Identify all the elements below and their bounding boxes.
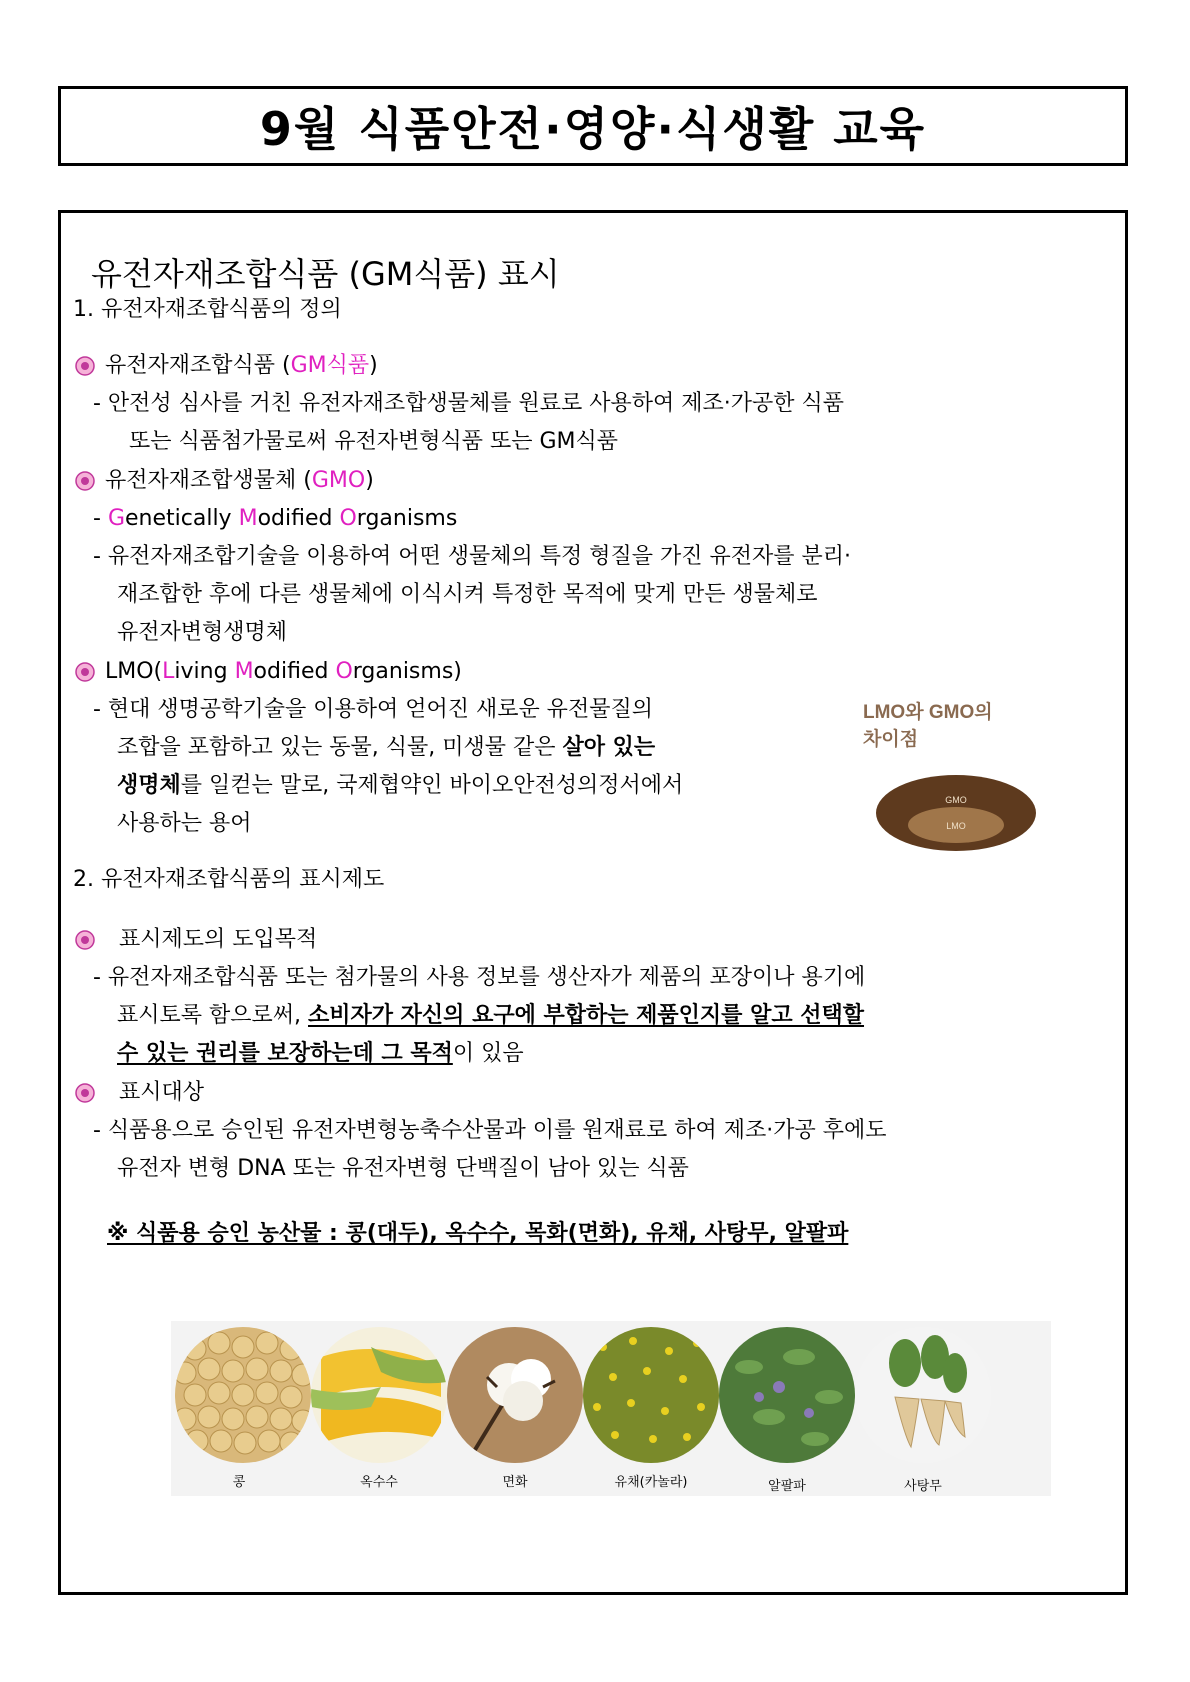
lmo-gmo-diagram xyxy=(861,693,1061,863)
canola-icon xyxy=(583,1327,719,1463)
target-label: 표시대상 xyxy=(119,1080,205,1105)
approved-crops-note: ※ 식품용 승인 농산물 : 콩(대두), 옥수수, 목화(면화), 유채, 사탕무, 알팔파 xyxy=(107,1221,849,1246)
content-box xyxy=(58,210,1128,1595)
section-1-heading: 1. 유전자재조합식품의 정의 xyxy=(73,297,342,322)
gmo-desc-2: 재조합한 후에 다른 생물체에 이식시켜 특정한 목적에 맞게 만든 생물체로 xyxy=(117,582,818,607)
purpose-label: 표시제도의 도입목적 xyxy=(119,927,318,952)
diagram-title-line-1: LMO와 GMO의 xyxy=(863,702,993,723)
lmo-desc-2: 조합을 포함하고 있는 동물, 식물, 미생물 같은 살아 있는 xyxy=(117,735,656,760)
lmo-label: LMO(Living Modified Organisms) xyxy=(105,659,462,684)
bullet-icon xyxy=(75,662,95,682)
target-desc-1: - 식품용으로 승인된 유전자변형농축수산물과 이를 원재료로 하여 제조·가공 후에도 xyxy=(93,1118,887,1143)
bullet-icon xyxy=(75,1083,95,1103)
lmo-desc-1: - 현대 생명공학기술을 이용하여 얻어진 새로운 유전물질의 xyxy=(93,697,653,722)
crop-label: 콩 xyxy=(232,1475,246,1490)
purpose-desc-2: 표시토록 함으로써, 소비자가 자신의 요구에 부합하는 제품인지를 알고 선택할 xyxy=(117,1003,865,1028)
section-title: 유전자재조합식품 (GM식품) 표시 xyxy=(91,255,560,293)
gmo-label: 유전자재조합생물체 (GMO) xyxy=(105,468,374,493)
diagram-outer-label: GMO xyxy=(945,795,967,805)
crop-label: 사탕무 xyxy=(904,1479,942,1494)
crop-label: 면화 xyxy=(502,1475,528,1490)
target-desc-2: 유전자 변형 DNA 또는 유전자변형 단백질이 남아 있는 식품 xyxy=(117,1156,689,1181)
crops-image-strip xyxy=(171,1321,1051,1496)
purpose-desc-3: 수 있는 권리를 보장하는데 그 목적이 있음 xyxy=(117,1041,524,1066)
gmo-desc-3: 유전자변형생명체 xyxy=(117,620,288,645)
gm-food-desc-2: 또는 식품첨가물로써 유전자변형식품 또는 GM식품 xyxy=(129,429,619,454)
soybean-icon xyxy=(175,1327,311,1463)
gmo-english: - Genetically Modified Organisms xyxy=(93,506,458,531)
sugarbeet-icon xyxy=(855,1327,991,1463)
diagram-inner-label: LMO xyxy=(946,821,966,831)
bullet-icon xyxy=(75,930,95,950)
lmo-desc-3: 생명체를 일컫는 말로, 국제협약인 바이오안전성의정서에서 xyxy=(117,773,684,798)
title-box xyxy=(58,86,1128,166)
purpose-desc-1: - 유전자재조합식품 또는 첨가물의 사용 정보를 생산자가 제품의 포장이나 용기에 xyxy=(93,965,866,990)
bullet-icon xyxy=(75,471,95,491)
page-title: 9월 식품안전·영양·식생활 교육 xyxy=(259,102,927,156)
gm-food-desc-1: - 안전성 심사를 거친 유전자재조합생물체를 원료로 사용하여 제조·가공한 식품 xyxy=(93,391,844,416)
corn-icon xyxy=(311,1327,447,1463)
alfalfa-icon xyxy=(719,1327,855,1463)
crop-label: 알팔파 xyxy=(768,1479,806,1494)
crop-label: 유채(카놀라) xyxy=(614,1475,688,1490)
crop-label: 옥수수 xyxy=(360,1475,398,1490)
cotton-icon xyxy=(447,1327,583,1463)
lmo-desc-4: 사용하는 용어 xyxy=(117,811,252,836)
section-2-heading: 2. 유전자재조합식품의 표시제도 xyxy=(73,867,385,892)
bullet-icon xyxy=(75,356,95,376)
diagram-title-line-2: 차이점 xyxy=(863,729,919,750)
gm-food-label: 유전자재조합식품 (GM식품) xyxy=(105,353,378,378)
gmo-desc-1: - 유전자재조합기술을 이용하여 어떤 생물체의 특정 형질을 가진 유전자를 분리· xyxy=(93,544,851,569)
